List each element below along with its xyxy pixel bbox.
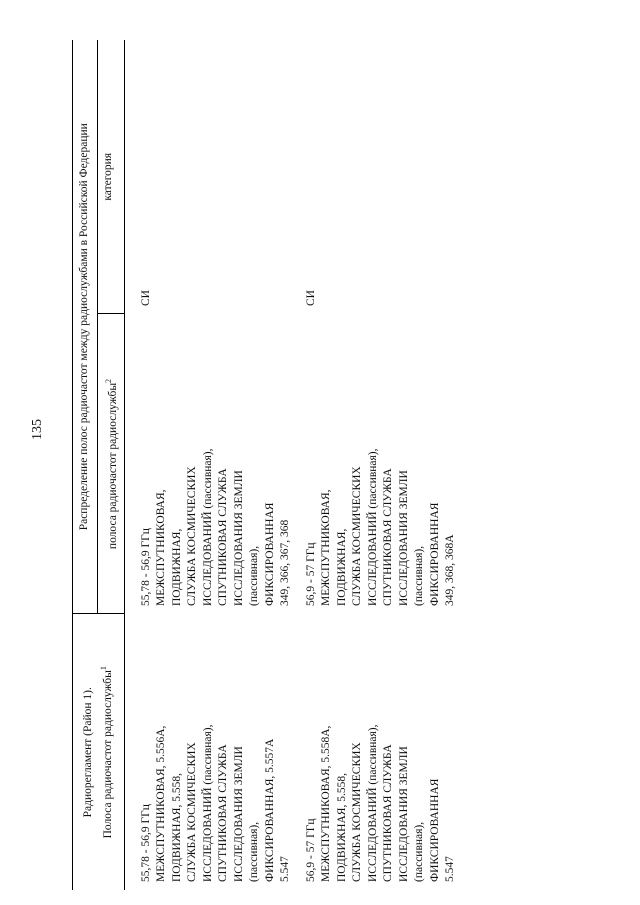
- header-rf-band-label: полоса радиочастот радиослужбы: [106, 382, 119, 550]
- header-rf-band: [97, 314, 124, 614]
- rf-band-cell: 56,9 - 57 ГГц МЕЖСПУТНИКОВАЯ, ПОДВИЖНАЯ, СЛУЖБА КОСМИЧЕСКИХ ИССЛЕДОВАНИЙ (пассивная), СПУТНИКОВАЯ СЛУЖБА ИССЛЕДОВАНИЯ ЗЕМЛИ (пассивная), ФИКСИРОВАННАЯ 349, 368, 368А: [304, 448, 457, 606]
- rf-band-cell: 55,78 - 56,9 ГГц МЕЖСПУТНИКОВАЯ, ПОДВИЖНАЯ, СЛУЖБА КОСМИЧЕСКИХ ИССЛЕДОВАНИЙ (пассивная), СПУТНИКОВАЯ СЛУЖБА ИССЛЕДОВАНИЯ ЗЕМЛИ (пассивная), ФИКСИРОВАННАЯ 349, 366, 367, 368: [139, 448, 292, 606]
- page-number: 135: [30, 419, 45, 440]
- header-rf-allocation: Распределение полос радиочастот между радиослужбами в Российской Федерации: [73, 40, 98, 614]
- table-row: [124, 40, 294, 890]
- header-category: категория: [97, 40, 124, 314]
- category-cell: СИ: [304, 290, 317, 306]
- category-cell: СИ: [139, 290, 152, 306]
- header-region1-line1: Радиорегламент (Район 1).: [81, 687, 94, 818]
- header-region1-footnote: 1: [99, 666, 108, 671]
- header-region1-line2: Полоса радиочастот радиослужбы: [101, 670, 114, 839]
- frequency-allocation-table: [72, 40, 459, 890]
- header-rf-band-footnote: 2: [103, 378, 113, 383]
- rotated-table-container: [72, 40, 612, 890]
- header-region1: [73, 614, 125, 890]
- region1-cell: 56,9 - 57 ГГц МЕЖСПУТНИКОВАЯ, 5.558А, ПОДВИЖНАЯ, 5.558, СЛУЖБА КОСМИЧЕСКИХ ИССЛЕДОВАНИЙ (пассивная), СПУТНИКОВАЯ СЛУЖБА ИССЛЕДОВАНИЯ ЗЕМЛИ (пассивная), ФИКСИРОВАННАЯ 5.547: [304, 724, 457, 882]
- table-row: [294, 40, 459, 890]
- region1-cell: 55,78 - 56,9 ГГц МЕЖСПУТНИКОВАЯ, 5.556А, ПОДВИЖНАЯ, 5.558, СЛУЖБА КОСМИЧЕСКИХ ИССЛЕДОВАНИЙ (пассивная), СПУТНИКОВАЯ СЛУЖБА ИССЛЕДОВАНИЯ ЗЕМЛИ (пассивная), ФИКСИРОВАННАЯ, 5.557А 5.547: [139, 724, 292, 882]
